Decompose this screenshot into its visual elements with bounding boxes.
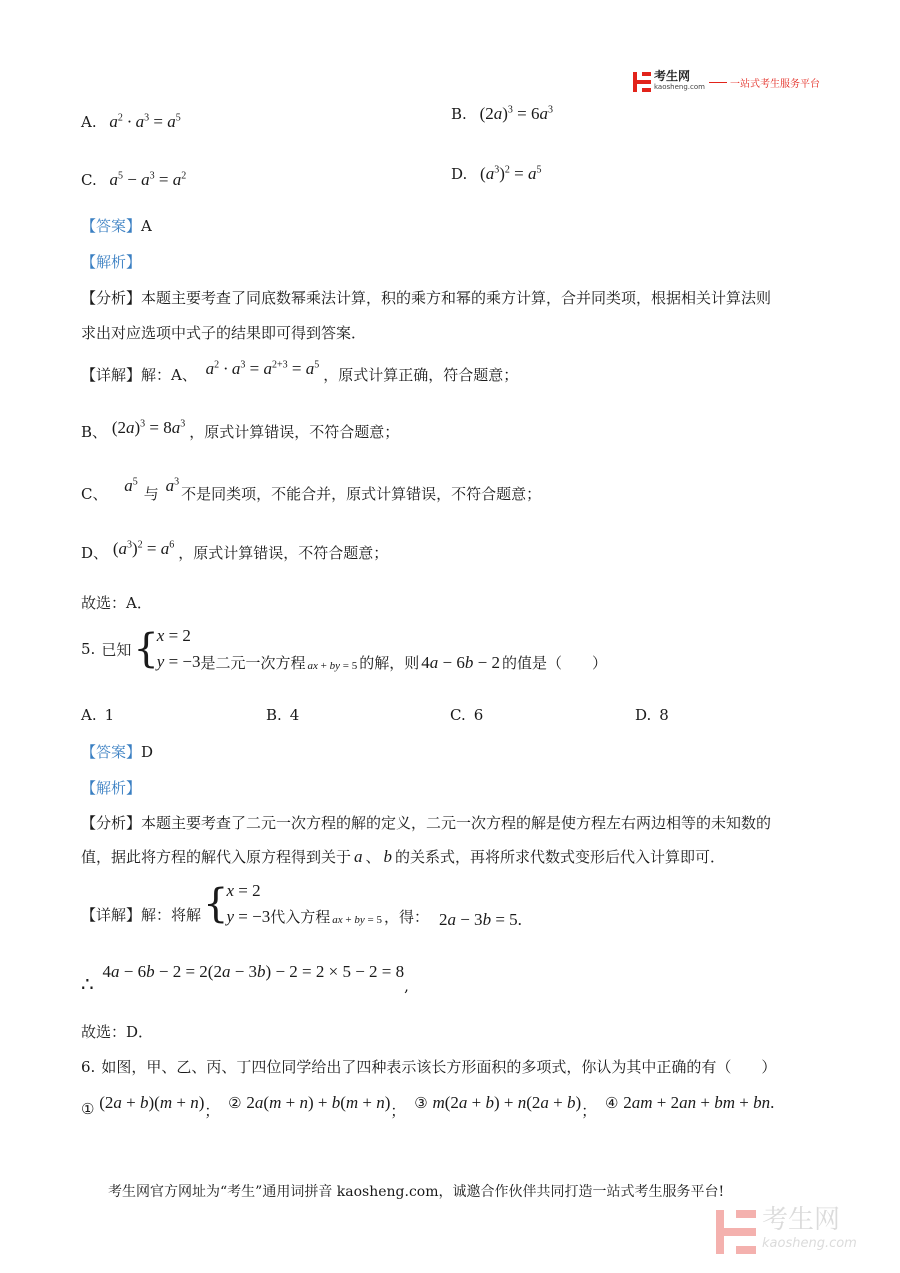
header-slogan: 一站式考生服务平台 [729,78,820,90]
footer-text: 考生网官方网址为“考生”通用词拼音 kaosheng.com，诚邀合作伙伴共同打造一站式考生服务平台! [108,1184,725,1200]
q4-option-b: B. $(2a)^3 = 6a^3$ [451,104,554,123]
q6-stem: 6. 如图，甲、乙、丙、丁四位同学给出了四种表示该长方形面积的多项式，你认为其中正确的有（ ） [81,1058,777,1076]
q4-answer: 【答案】A [81,217,152,235]
q4-option-c: C. $a^5 - a^3 = a^2$ [81,170,187,189]
q4-detail-b: B、 $(2a)^3 = 8a^3$ ，原式计算错误，不符合题意； [81,418,400,441]
q5-answer: 【答案】D [81,743,154,761]
q4-fenxi-line1: 【分析】本题主要考查了同底数幂乘法计算，积的乘方和幂的乘方计算，合并同类项，根据相关计算法则 [81,289,772,307]
q4-analysis-tag: 【解析】 [81,253,142,271]
watermark: 考生网 kaosheng.com [716,1208,857,1256]
q5-conclusion: 故选：D． [81,1023,154,1041]
q4-detail-a: 【详解】解：A、 $a^2 \cdot a^3 = a^{2+3} = a^5$，原式计算正确，符合题意； [81,359,519,384]
header-logo [633,71,820,93]
q5-option-d: D. 8 [635,706,669,724]
answer-tag: 【答案】 [81,217,142,235]
q5-stem: 5. 已知 { x = 2 y = −3 是二元一次方程 ax + by = 5 的解，则 4a − 6b − 2 的值是（ ） [81,626,607,672]
logo-domain: kaosheng.com [654,83,705,91]
q5-analysis-tag: 【解析】 [81,779,142,797]
answer-tag: 【答案】 [81,743,142,761]
q4-conclusion: 故选：A． [81,594,152,612]
q4-option-d: D. $(a^3)^2 = a^5$ [451,164,542,183]
q5-option-c: C. 6 [450,706,484,724]
watermark-logo-icon [716,1210,756,1254]
q5-option-a: A. 1 [81,706,115,724]
q4-option-a: A. $a^2 \cdot a^3 = a^5$ [81,112,181,131]
q5-detail: 【详解】 解：将解 { x = 2 y = −3 代入方程 ax + by = 5 ，得： 2a − 3b = 5. [81,881,522,929]
logo-divider [709,82,727,83]
q5-fenxi-line1: 【分析】本题主要考查了二元一次方程的解的定义，二元一次方程的解是使方程左右两边相等的未知数的 [81,814,772,832]
q4-fenxi-line2: 求出对应选项中式子的结果即可得到答案． [81,324,367,342]
q4-detail-d: D、 $(a^3)^2 = a^6$ ，原式计算错误，不符合题意； [81,539,389,562]
q6-expressions: ① (2a + b)(m + n)； ② 2a(m + n) + b(m + n)； ③ m(2a + b) + n(2a + b)； ④ 2am + 2an + bm + bn. [81,1093,775,1120]
logo-text: 考生网 [654,69,691,83]
q4-detail-c: C、 $a^5$与 $a^3$不是同类项，不能合并，原式计算错误，不符合题意； [81,476,542,503]
q5-fenxi-line2: 值，据此将方程的解代入原方程得到关于 a 、 b 的关系式，再将所求代数式变形后代入计算即可． [81,847,726,866]
q5-option-b: B. 4 [266,706,300,724]
q5-derivation: ∴ 4a − 6b − 2 = 2(2a − 3b) − 2 = 2 × 5 − 2 = 8, [81,962,409,996]
kaosheng-logo-icon [633,72,651,92]
